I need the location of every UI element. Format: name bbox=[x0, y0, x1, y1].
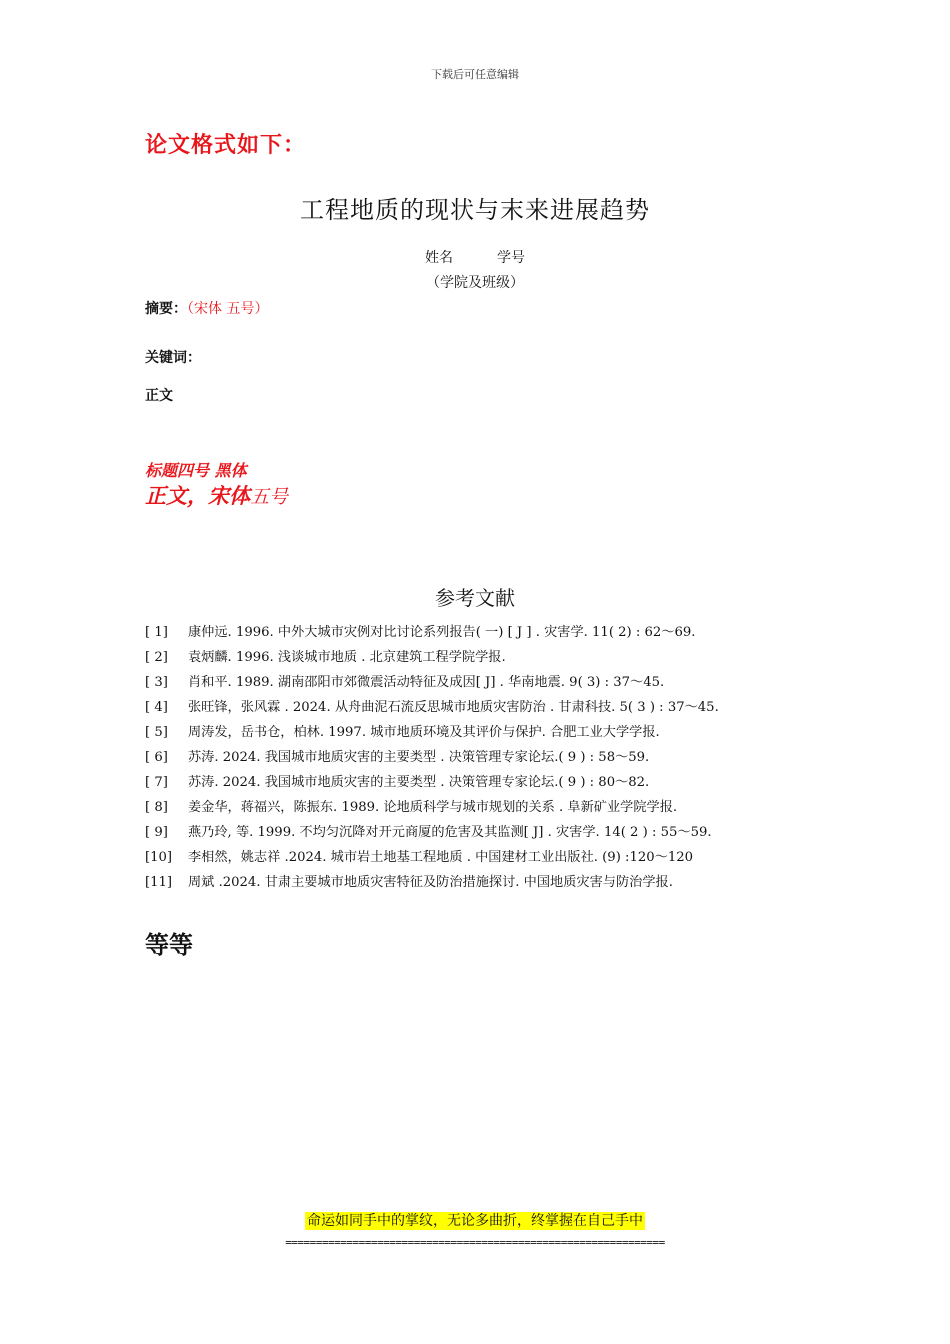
reference-number: [ 6] bbox=[145, 750, 168, 765]
reference-item bbox=[145, 795, 805, 820]
reference-item bbox=[145, 670, 805, 695]
abstract-label: 摘要： bbox=[145, 301, 187, 317]
references-list bbox=[145, 620, 805, 895]
reference-text: 袁炳麟. 1996. 浅谈城市地质 . 北京建筑工程学院学报. bbox=[188, 650, 506, 665]
reference-number: [ 9] bbox=[145, 825, 168, 840]
reference-number: [ 1] bbox=[145, 625, 168, 640]
footer-motto bbox=[0, 1210, 950, 1230]
reference-item bbox=[145, 745, 805, 770]
body-style-size: 五号 bbox=[250, 486, 289, 508]
reference-text: 李相然，姚志祥 .2024. 城市岩土地基工程地质 . 中国建材工业出版社. (9) :120～120 bbox=[188, 850, 694, 865]
reference-number: [ 4] bbox=[145, 700, 168, 715]
reference-number: [ 8] bbox=[145, 800, 168, 815]
reference-number: [11] bbox=[145, 875, 173, 890]
abstract-hint: （宋体 五号） bbox=[187, 301, 269, 317]
body-style-note bbox=[145, 480, 288, 510]
reference-text: 周涛发，岳书仓，柏林. 1997. 城市地质环境及其评价与保护. 合肥工业大学学报. bbox=[188, 725, 660, 740]
reference-item bbox=[145, 620, 805, 645]
reference-item bbox=[145, 820, 805, 845]
reference-number: [ 3] bbox=[145, 675, 168, 690]
paper-title: 工程地质的现状与末来进展趋势 bbox=[300, 196, 650, 224]
format-title: 论文格式如下： bbox=[145, 133, 307, 158]
reference-item bbox=[145, 770, 805, 795]
reference-item bbox=[145, 720, 805, 745]
reference-text: 张旺锋，张风霖 . 2024. 从舟曲泥石流反思城市地质灾害防治 . 甘肃科技. 5( 3 ) : 37～45. bbox=[188, 700, 719, 715]
reference-text: 姜金华，蒋福兴，陈振东. 1989. 论地质科学与城市规划的关系 . 阜新矿业学院学报. bbox=[188, 800, 678, 815]
reference-item bbox=[145, 845, 805, 870]
footer-motto-text: 命运如同手中的掌纹，无论多曲折，终掌握在自己手中 bbox=[307, 1213, 643, 1229]
reference-text: 肖和平. 1989. 湖南邵阳市郊微震活动特征及成因[ J] . 华南地震. 9( 3) : 37～45. bbox=[188, 675, 665, 690]
reference-number: [ 2] bbox=[145, 650, 168, 665]
etc-text: 等等 bbox=[145, 931, 193, 959]
header-note: 下载后可任意编辑 bbox=[431, 68, 519, 81]
author-student-id: 学号 bbox=[497, 250, 525, 266]
reference-text: 燕乃玲, 等. 1999. 不均匀沉降对开元商厦的危害及其监测[ J] . 灾害学. 14( 2 ) : 55～59. bbox=[188, 825, 712, 840]
abstract-line bbox=[145, 298, 268, 318]
author-college: （学院及班级） bbox=[426, 275, 524, 291]
author-line bbox=[0, 247, 950, 267]
body-label: 正文 bbox=[145, 388, 173, 404]
reference-number: [ 7] bbox=[145, 775, 168, 790]
reference-number: [10] bbox=[145, 850, 173, 865]
reference-text: 周斌 .2024. 甘肃主要城市地质灾害特征及防治措施探讨. 中国地质灾害与防治学报. bbox=[188, 875, 673, 890]
reference-item bbox=[145, 645, 805, 670]
reference-item bbox=[145, 695, 805, 720]
reference-text: 苏涛. 2024. 我国城市地质灾害的主要类型 . 决策管理专家论坛.( 9 ) : 80～82. bbox=[188, 775, 650, 790]
author-name: 姓名 bbox=[425, 250, 453, 266]
footer-rule: ============================================================== bbox=[285, 1236, 665, 1249]
reference-text: 苏涛. 2024. 我国城市地质灾害的主要类型 . 决策管理专家论坛.( 9 ) : 58～59. bbox=[188, 750, 650, 765]
reference-text: 康仲远. 1996. 中外大城市灾例对比讨论系列报告( 一) [ J ] . 灾害学. 11( 2) : 62～69. bbox=[188, 625, 696, 640]
keywords-label: 关键词： bbox=[145, 350, 201, 366]
reference-number: [ 5] bbox=[145, 725, 168, 740]
heading-style-note: 标题四号 黑体 bbox=[145, 461, 247, 480]
body-style-bold: 正文，宋体 bbox=[145, 484, 250, 508]
references-title: 参考文献 bbox=[435, 586, 515, 610]
reference-item bbox=[145, 870, 805, 895]
